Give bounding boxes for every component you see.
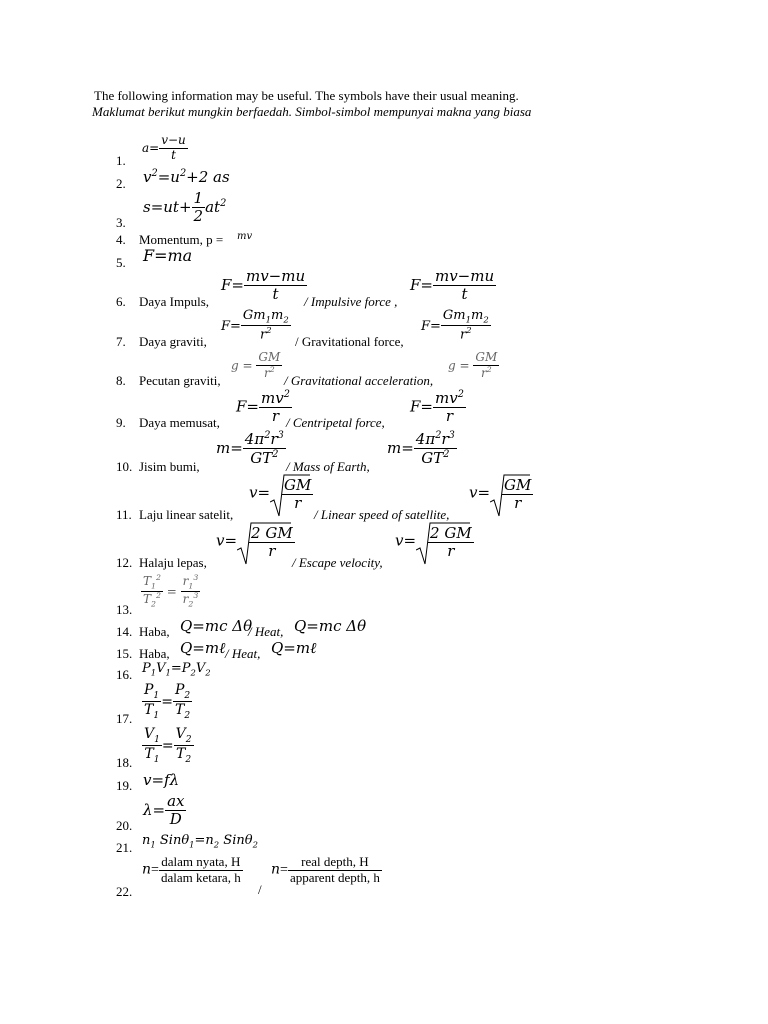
formula-12a: v= $\frac{2 GM}{r}$ bbox=[216, 522, 295, 561]
formula-10a: m= $\frac{4\pi^2r^3}{GT^2}$ bbox=[216, 430, 284, 468]
formula-21: $n_1$ $Sin\theta_1=n_2$ Sinθ$_2$ bbox=[142, 833, 258, 850]
formula-3: s=ut+ $\frac{1}{2}$ $at^2$ bbox=[143, 189, 227, 226]
item-label: Haba, bbox=[139, 646, 170, 661]
formula-14a: Q=mc Δθ bbox=[180, 617, 253, 635]
item-label: Daya graviti, bbox=[139, 334, 207, 349]
item-label-english: / Heat, bbox=[248, 624, 284, 639]
formula-16: $P_1V_1=P_2V_2$ bbox=[142, 661, 211, 678]
formula-15a: Q=mℓ bbox=[180, 639, 226, 657]
item-number: 3. bbox=[116, 215, 126, 230]
item-number: 1. bbox=[116, 153, 126, 168]
formula-20: λ= $\frac{ax}{D}$ bbox=[143, 792, 185, 829]
item-number: 6. bbox=[116, 294, 126, 309]
item-label: Momentum, p = bbox=[139, 232, 224, 247]
item-number: 12. bbox=[116, 555, 133, 570]
item-number: 8. bbox=[116, 373, 126, 388]
item-number: 19. bbox=[116, 778, 133, 793]
item-number: 16. bbox=[116, 667, 133, 682]
fraction-numerator: real depth, H bbox=[288, 855, 382, 871]
formula-7b: F= $\frac{Gm_1m_2}{r^2}$ bbox=[421, 308, 489, 343]
item-label-english: / Mass of Earth, bbox=[286, 459, 370, 474]
formula-6b: F= $\frac{mv-mu}{t}$ bbox=[410, 267, 495, 304]
formula-5: F=ma bbox=[143, 246, 193, 265]
item-label: Daya Impuls, bbox=[139, 294, 210, 309]
item-number: 4. bbox=[116, 232, 126, 247]
separator-slash: / bbox=[258, 882, 262, 897]
item-number: 7. bbox=[116, 334, 126, 349]
item-number: 5. bbox=[116, 255, 126, 270]
fraction-numerator: dalam nyata, H bbox=[159, 855, 243, 871]
item-number: 17. bbox=[116, 711, 133, 726]
formula-7a: F= $\frac{Gm_1m_2}{r^2}$ bbox=[221, 308, 289, 343]
formula-18: $\frac{V_1}{T_1}$ = $\frac{V_2}{T_2}$ bbox=[144, 726, 192, 766]
formula-10b: m= $\frac{4\pi^2r^3}{GT^2}$ bbox=[387, 430, 455, 468]
formula-8a: g = $\frac{GM}{r^2}$ bbox=[231, 350, 281, 380]
item-number: 21. bbox=[116, 840, 133, 855]
formula-22b: n= $\frac{\text{real depth, H}}{\text{apparent depth, h}}$ bbox=[271, 854, 380, 885]
item-number: 11. bbox=[116, 507, 132, 522]
formula-12b: v= $\frac{2 GM}{r}$ bbox=[395, 522, 474, 561]
item-label: Laju linear satelit, bbox=[139, 507, 234, 522]
formula-19: v=fλ bbox=[143, 771, 180, 789]
item-label-english: / Linear speed of satellite, bbox=[314, 507, 450, 522]
fraction-denominator: apparent depth, h bbox=[289, 869, 380, 885]
item-label: Jisim bumi, bbox=[139, 459, 200, 474]
item-label: Pecutan graviti, bbox=[139, 373, 221, 388]
item-number: 18. bbox=[116, 755, 133, 770]
item-number: 2. bbox=[116, 176, 126, 191]
item-label: Daya memusat, bbox=[139, 415, 220, 430]
formula-1: a= $\frac{v-u}{t}$ bbox=[142, 133, 186, 162]
item-number: 20. bbox=[116, 818, 133, 833]
item-number: 9. bbox=[116, 415, 126, 430]
formula-6a: F= $\frac{mv-mu}{t}$ bbox=[221, 267, 306, 304]
formula-9b: F= $\frac{mv^2}{r}$ bbox=[410, 389, 464, 426]
item-label: Halaju lepas, bbox=[139, 555, 207, 570]
formula-9a: F= $\frac{mv^2}{r}$ bbox=[236, 389, 290, 426]
formula-22a: n= $\frac{\text{dalam nyata, H}}{\text{dalam ketara, h}}$ bbox=[142, 854, 241, 885]
formula-11a: v= $\frac{GM}{r}$ bbox=[249, 474, 313, 513]
formula-8b: g = $\frac{GM}{r^2}$ bbox=[448, 350, 498, 380]
item-label-english: / Escape velocity, bbox=[292, 555, 383, 570]
item-number: 14. bbox=[116, 624, 133, 639]
header-line-english: The following information may be useful. The symbols have their usual meaning. bbox=[94, 88, 519, 103]
item-label-english: / Heat, bbox=[225, 646, 261, 661]
item-number: 15. bbox=[116, 646, 133, 661]
formula-4: mv bbox=[237, 231, 253, 242]
item-label: Haba, bbox=[139, 624, 170, 639]
item-number: 13. bbox=[116, 602, 133, 617]
formula-11b: v= $\frac{GM}{r}$ bbox=[469, 474, 533, 513]
item-number: 22. bbox=[116, 884, 133, 899]
item-label-english: / Gravitational acceleration, bbox=[284, 373, 434, 388]
header-line-malay: Maklumat berikut mungkin berfaedah. Simbol-simbol mempunyai makna yang biasa bbox=[92, 104, 532, 119]
item-label-english: / Gravitational force, bbox=[295, 334, 404, 349]
formula-14b: Q=mc Δθ bbox=[294, 617, 367, 635]
item-label-english: / Centripetal force, bbox=[286, 415, 385, 430]
item-number: 10. bbox=[116, 459, 133, 474]
item-label-english: / Impulsive force , bbox=[304, 294, 398, 309]
formula-15b: Q=mℓ bbox=[271, 639, 317, 657]
formula-17: $\frac{P_1}{T_1}$ = $\frac{P_2}{T_2}$ bbox=[144, 682, 191, 722]
fraction-denominator: dalam ketara, h bbox=[160, 869, 241, 885]
formula-13: $\frac{T_1^2}{T_2^2}$ = $\frac{r_1^3}{r_2^3}$ bbox=[143, 573, 199, 609]
formula-2: $v^2=u^2+2$ as bbox=[143, 168, 230, 186]
